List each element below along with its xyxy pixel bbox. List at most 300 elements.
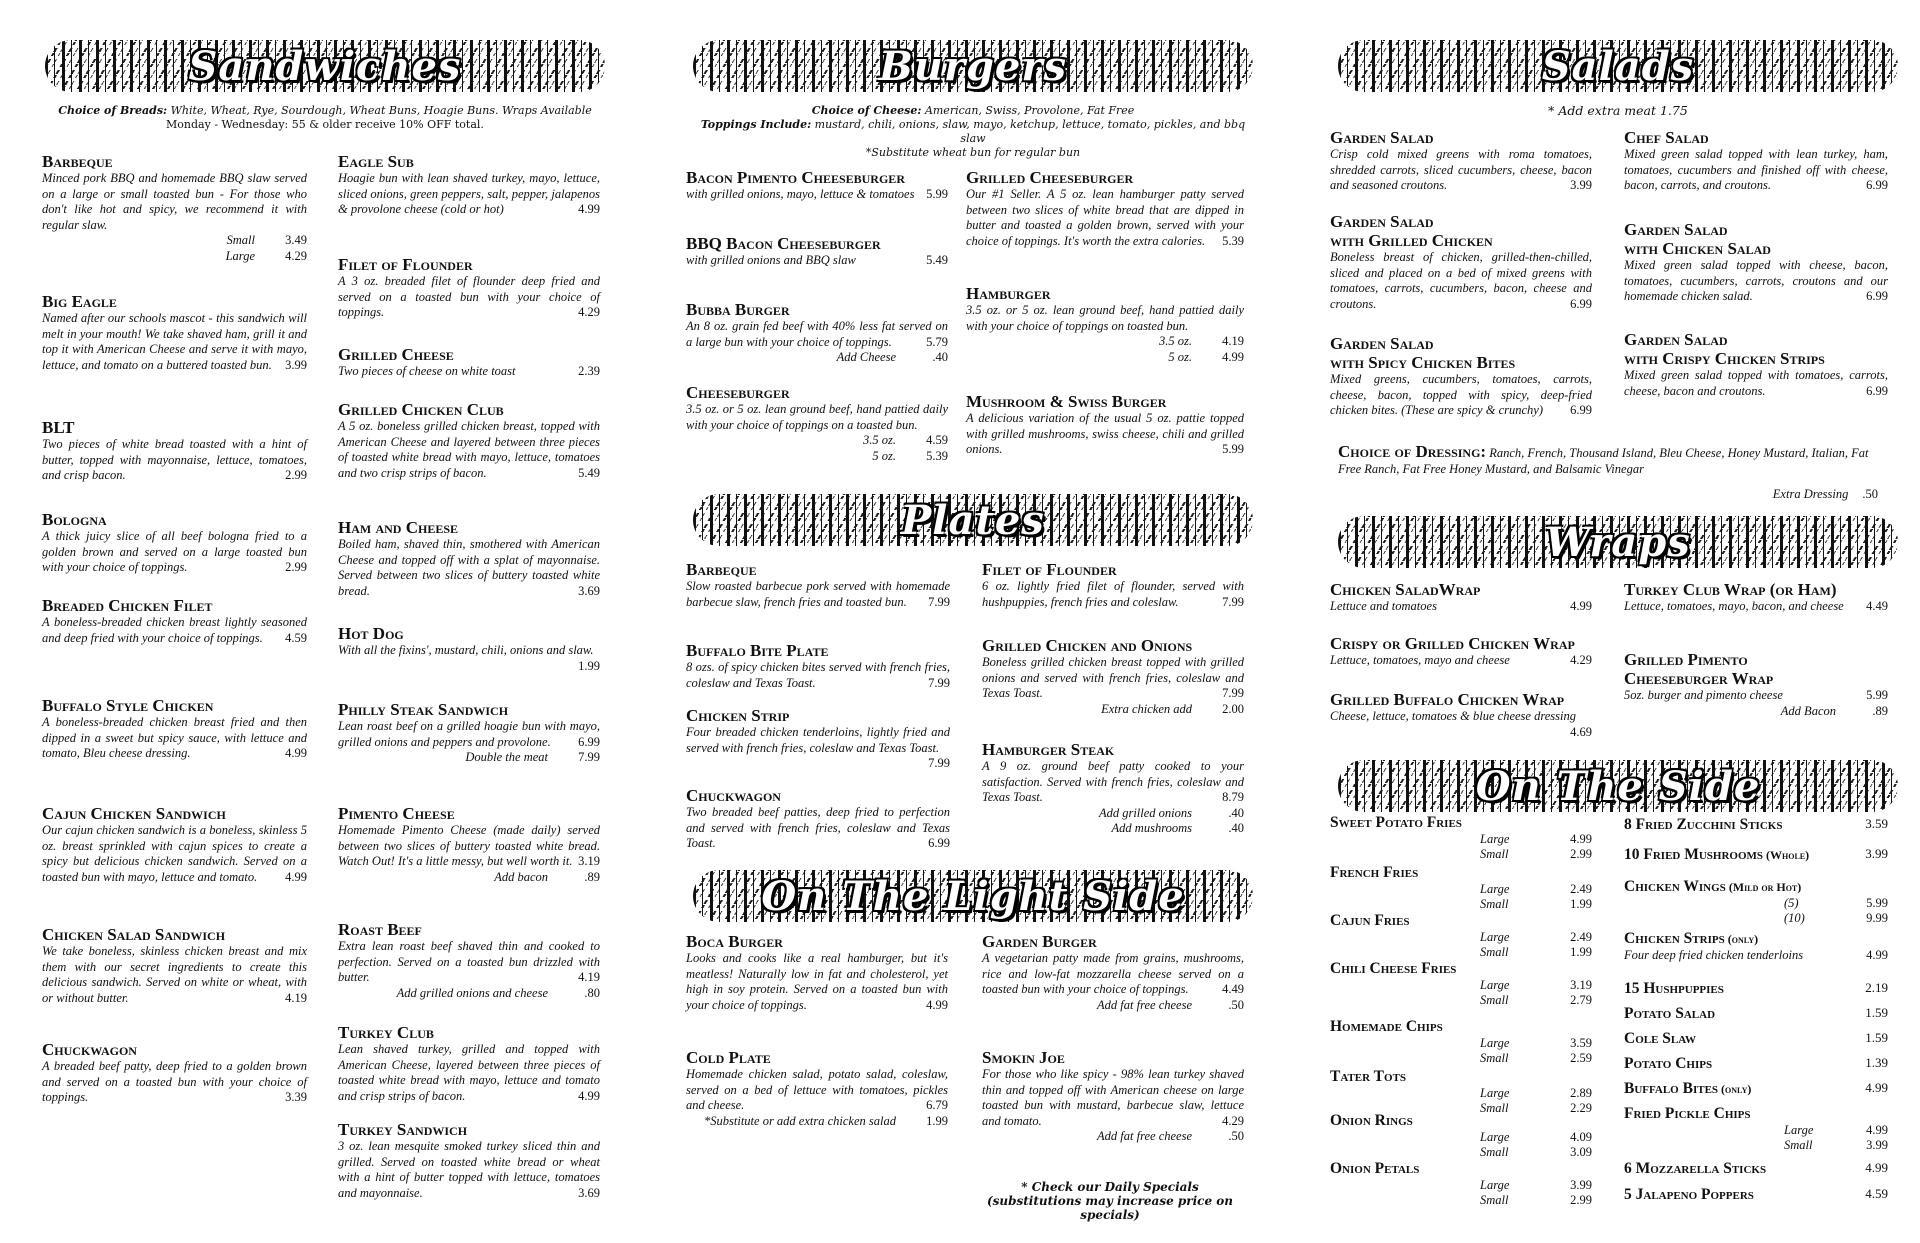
item-description: Two pieces of cheese on white toast 2.39: [338, 364, 600, 378]
option-price: 4.99: [1222, 349, 1244, 364]
item-price: 8.79: [1222, 790, 1244, 804]
side-item-header: [1624, 1105, 1888, 1123]
price-option: [982, 821, 1244, 837]
size-price: 2.99: [1570, 1193, 1592, 1207]
size-label: (5): [1784, 896, 1799, 910]
option-price: 4.19: [1222, 334, 1244, 348]
menu-item: [1624, 128, 1888, 194]
daily-specials-line2: (substitutions may increase price on specials): [986, 1194, 1234, 1222]
item-price: 6.99: [1570, 403, 1592, 417]
size-label: Small: [1480, 1145, 1509, 1159]
size-option: [1330, 1130, 1592, 1145]
item-price: 5.49: [926, 253, 948, 267]
menu-item: [686, 932, 948, 1013]
menu-item: [1330, 212, 1592, 312]
menu-item: [686, 1048, 948, 1129]
side-item-name: Sweet Potato Fries: [1330, 814, 1462, 831]
menu-item: [338, 518, 600, 599]
price-option: [1624, 704, 1888, 720]
item-price: 3.69: [578, 1185, 600, 1200]
item-price: 3.99: [285, 357, 307, 372]
menu-item: [982, 560, 1244, 610]
size-price: 2.89: [1570, 1086, 1592, 1100]
option-price: 4.59: [926, 433, 948, 447]
sandwiches-notes: [45, 104, 605, 132]
item-price: 6.99: [1866, 178, 1888, 192]
menu-item: [338, 255, 600, 321]
menu-item: [1330, 580, 1592, 615]
option-price: .89: [584, 869, 600, 884]
side-item-name: Buffalo Bites (only): [1624, 1080, 1752, 1097]
item-name: BLT: [42, 418, 75, 437]
item-price: 6.99: [1570, 296, 1592, 311]
burgers-notes: [693, 104, 1253, 160]
option-label: *Substitute or add extra chicken salad: [704, 1113, 896, 1128]
side-item-description: Four deep fried chicken tenderloins: [1624, 948, 1804, 962]
size-label: Large: [1480, 1178, 1510, 1192]
item-description: A thick juicy slice of all beef bologna fried to a golden brown and served on a large toasted bun with your choice of toppings. 2.99: [42, 529, 307, 574]
price-option: [686, 449, 948, 465]
item-description: Boneless grilled chicken breast topped with grilled onions and served with french fries, coleslaw and Texas Toast. 7.99: [982, 655, 1244, 700]
size-label: Large: [1480, 930, 1510, 944]
size-option: [1330, 993, 1592, 1008]
menu-item: [42, 804, 307, 885]
light-side-banner: [693, 870, 1253, 922]
item-price: 3.39: [285, 1090, 307, 1104]
menu-item: [338, 624, 600, 674]
side-item-desc-row: [1624, 948, 1888, 963]
on-the-side-banner: [1338, 760, 1898, 812]
size-label: Small: [1480, 847, 1509, 861]
menu-item: [1624, 220, 1888, 305]
size-label: Large: [1480, 832, 1510, 846]
item-price: 7.99: [1222, 594, 1244, 609]
side-item-header: [1624, 1005, 1888, 1023]
item-description: We take boneless, skinless chicken breast and mix them with our secret ingredients to create this delicious sandwich. Served on white or wheat, with or without butter. 4.19: [42, 944, 307, 1005]
size-option: [1624, 911, 1888, 926]
item-name: Grilled Pimento: [1624, 650, 1748, 669]
item-price: 7.99: [928, 756, 950, 770]
burgers-banner: [693, 40, 1253, 92]
item-name: Boca Burger: [686, 932, 783, 951]
item-name: Garden Salad: [1330, 212, 1434, 231]
side-item-name: 15 Hushpuppies: [1624, 980, 1724, 997]
side-item-name: Cole Slaw: [1624, 1030, 1696, 1047]
size-price: 5.99: [1866, 896, 1888, 910]
item-price: 2.99: [285, 560, 307, 574]
item-description: An 8 oz. grain fed beef with 40% less fat served on a large bun with your choice of toppings. 5.79: [686, 319, 948, 349]
item-name: Garden Salad: [1624, 330, 1728, 349]
side-item-name: Onion Rings: [1330, 1112, 1413, 1129]
size-price: 3.99: [1570, 1178, 1592, 1192]
side-item-suffix: (Whole): [1763, 848, 1810, 862]
item-price: 4.99: [578, 1088, 600, 1103]
menu-item: [982, 932, 1244, 1013]
size-option: [1330, 1145, 1592, 1160]
menu-item: [338, 1120, 600, 1201]
option-label: 3.5 oz.: [863, 433, 896, 447]
option-price: .40: [1228, 821, 1244, 835]
item-name: Crispy or Grilled Chicken Wrap: [1330, 634, 1575, 653]
price-option: [42, 249, 307, 265]
menu-item: [1330, 334, 1592, 419]
option-label: 5 oz.: [872, 448, 896, 463]
side-item: [1330, 912, 1592, 960]
item-description: Crisp cold mixed greens with roma tomatoes, shredded carrots, sliced cucumbers, cheese, bacon and seasoned croutons. 3.99: [1330, 147, 1592, 192]
item-description: Homemade Pimento Cheese (made daily) served between two slices of buttery toasted white bread. Watch Out! It's a little messy, but well worth it. 3.19: [338, 823, 600, 868]
size-label: (10): [1784, 911, 1805, 925]
item-description: Homemade chicken salad, potato salad, coleslaw, served on a bed of lettuce with tomatoes, pickles and cheese. 6.79: [686, 1067, 948, 1112]
item-price: 4.29: [578, 305, 600, 319]
item-description: 6 oz. lightly fried filet of flounder, served with hushpuppies, french fries and coleslaw. 7.99: [982, 579, 1244, 609]
side-item: [1624, 846, 1888, 864]
side-item-price: 4.99: [1866, 948, 1888, 962]
item-name: Garden Burger: [982, 932, 1097, 951]
option-price: 7.99: [578, 750, 600, 764]
item-description: Named after our schools mascot - this sandwich will melt in your mouth! We take shaved ham, grill it and top it with American Cheese and serve it with mayo, lettuce, and tomato on a buttered toasted bun. 3.99: [42, 311, 307, 372]
side-item-price: 4.59: [1865, 1186, 1888, 1201]
side-item-header: [1624, 1186, 1888, 1204]
side-item: [1624, 1186, 1888, 1204]
item-name: Philly Steak Sandwich: [338, 700, 509, 719]
wraps-title: Wraps: [1545, 518, 1691, 566]
size-label: Small: [1480, 1193, 1509, 1207]
option-label: Add grilled onions and cheese: [396, 985, 548, 1000]
menu-item: [686, 786, 950, 852]
menu-item: [42, 292, 307, 373]
side-item-price: 2.19: [1865, 980, 1888, 995]
price-option: [982, 998, 1244, 1014]
item-price: 4.19: [578, 970, 600, 984]
side-item-name: 6 Mozzarella Sticks: [1624, 1160, 1767, 1177]
item-name: Cold Plate: [686, 1048, 771, 1067]
item-description: Mixed green salad topped with lean turkey, ham, tomatoes, cucumbers and finished off with cheese, bacon, carrots, and croutons. 6.99: [1624, 147, 1888, 192]
item-name: Big Eagle: [42, 292, 117, 311]
item-name: Hamburger Steak: [982, 740, 1115, 759]
size-price: 4.99: [1866, 1123, 1888, 1137]
item-price: 4.19: [285, 990, 307, 1005]
size-price: 2.99: [1570, 847, 1592, 861]
item-description: Lean shaved turkey, grilled and topped with American Cheese, layered between three pieces of toasted white bread with mayo, lettuce and tomato and crisp strips of bacon. 4.99: [338, 1042, 600, 1103]
side-item-header: [1624, 1030, 1888, 1048]
item-name: Grilled Chicken Club: [338, 400, 504, 419]
menu-item: [338, 1023, 600, 1104]
side-item-name: Chicken Wings (Mild or Hot): [1624, 878, 1802, 895]
item-description: 5oz. burger and pimento cheese 5.99: [1624, 688, 1888, 702]
item-price: 7.99: [928, 594, 950, 609]
size-price: 9.99: [1866, 911, 1888, 925]
option-price: 2.00: [1222, 701, 1244, 716]
item-name-line2: Cheeseburger Wrap: [1624, 669, 1774, 688]
item-price: 4.99: [1570, 599, 1592, 613]
item-price: 6.79: [926, 1098, 948, 1112]
side-item-price: 1.59: [1865, 1030, 1888, 1045]
size-option: [1330, 1036, 1592, 1051]
item-description: 8 ozs. of spicy chicken bites served with french fries, coleslaw and Texas Toast. 7.99: [686, 660, 950, 690]
item-description: Mixed green salad topped with cheese, bacon, tomatoes, cucumbers, carrots, croutons and our homemade chicken salad. 6.99: [1624, 258, 1888, 303]
price-option: [686, 433, 948, 449]
plates-title: Plates: [901, 496, 1045, 544]
option-label: 3.5 oz.: [1159, 334, 1192, 348]
menu-item: [1624, 650, 1888, 719]
price-option: [338, 750, 600, 766]
side-item-price: 4.99: [1865, 1080, 1888, 1095]
size-option: [1330, 930, 1592, 945]
item-description: Hoagie bun with lean shaved turkey, mayo, lettuce, sliced onions, green peppers, salt, pepper, jalapenos & provolone cheese (cold or hot) 4.99: [338, 171, 600, 216]
size-option: [1330, 847, 1592, 862]
price-option: [966, 334, 1244, 350]
item-description: A vegetarian patty made from grains, mushrooms, rice and low-fat mozzarella cheese served on a toasted bun with your choice of toppings. 4.49: [982, 951, 1244, 996]
item-price: 6.99: [1866, 289, 1888, 303]
size-option: [1330, 1193, 1592, 1208]
item-name: Garden Salad: [1330, 334, 1434, 353]
option-label: Small: [226, 233, 255, 247]
item-price: 6.99: [928, 836, 950, 850]
item-description: Boneless breast of chicken, grilled-then-chilled, sliced and placed on a bed of mixed greens with tomatoes, carrots, cucumbers, bacon, cheese and croutons. 6.99: [1330, 250, 1592, 311]
size-label: Small: [1480, 945, 1509, 959]
option-label: Add fat free cheese: [1097, 997, 1192, 1012]
item-name: Filet of Flounder: [338, 255, 473, 274]
salads-title: Salads: [1541, 42, 1695, 90]
item-price: 3.69: [578, 583, 600, 598]
side-item-price: 1.59: [1865, 1005, 1888, 1020]
item-name-line2: with Grilled Chicken: [1330, 231, 1493, 250]
item-price: 4.49: [1222, 982, 1244, 996]
on-the-side-title: On The Side: [1475, 762, 1761, 810]
item-name: Bologna: [42, 510, 107, 529]
size-option: [1330, 1178, 1592, 1193]
menu-item: [686, 560, 950, 610]
item-price: 4.99: [578, 202, 600, 216]
price-option: [966, 350, 1244, 366]
option-price: .80: [584, 985, 600, 1000]
item-price: 5.99: [926, 187, 948, 201]
menu-item: [966, 392, 1244, 458]
wheat-bun-note: *Substitute wheat bun for regular bun: [865, 146, 1081, 159]
item-price: 5.49: [578, 465, 600, 480]
size-price: 2.79: [1570, 993, 1592, 1007]
item-description: Two breaded beef patties, deep fried to perfection and served with french fries, coleslaw and Texas Toast. 6.99: [686, 805, 950, 850]
side-item-name: 5 Jalapeno Poppers: [1624, 1186, 1754, 1203]
size-label: Large: [1784, 1123, 1814, 1137]
item-description: A boneless-breaded chicken breast fried and then dipped in a sweet but spicy sauce, with lettuce and tomato, Bleu cheese dressing. 4.99: [42, 715, 307, 760]
size-option: [1624, 1123, 1888, 1138]
side-item-header: [1624, 878, 1888, 896]
item-description: Lettuce, tomatoes, mayo and cheese 4.29: [1330, 653, 1592, 667]
size-price: 3.59: [1570, 1036, 1592, 1050]
item-description: Our cajun chicken sandwich is a boneless, skinless 5 oz. breast sprinkled with cajun spices to create a spicy but delicious chicken sandwich. Served on a toasted bun with mayo, lettuce and tomato. 4.99: [42, 823, 307, 884]
size-label: Small: [1480, 1051, 1509, 1065]
item-description: Minced pork BBQ and homemade BBQ slaw served on a large or small toasted bun - For those who don't like hot and spicy, we recommend it with regular slaw.: [42, 171, 307, 232]
size-price: 2.59: [1570, 1051, 1592, 1065]
item-price: 4.99: [926, 997, 948, 1012]
menu-item: [982, 740, 1244, 837]
item-price: 3.99: [1570, 178, 1592, 192]
item-description: Two pieces of white bread toasted with a hint of butter, topped with mayonnaise, lettuce, tomatoes, and crisp bacon. 2.99: [42, 437, 307, 482]
side-item-header: [1624, 816, 1888, 834]
item-name: Ham and Cheese: [338, 518, 459, 537]
side-item: [1330, 1018, 1592, 1066]
item-name: Garden Salad: [1624, 220, 1728, 239]
item-name: BBQ Bacon Cheeseburger: [686, 234, 881, 253]
side-item: [1330, 1160, 1592, 1208]
item-price: 3.19: [578, 854, 600, 868]
size-label: Large: [1480, 882, 1510, 896]
item-name: Turkey Club: [338, 1023, 434, 1042]
menu-item: [686, 300, 948, 366]
option-label: Double the meat: [465, 750, 548, 764]
size-label: Large: [1480, 978, 1510, 992]
item-price: 6.99: [578, 734, 600, 749]
item-description: A breaded beef patty, deep fried to a golden brown and served on a toasted bun with your choice of toppings. 3.39: [42, 1059, 307, 1104]
burgers-title: Burgers: [879, 42, 1067, 90]
menu-item: [686, 234, 948, 269]
menu-item: [1624, 330, 1888, 399]
item-description: Cheese, lettuce, tomatoes & blue cheese dressing 4.69: [1330, 709, 1592, 739]
side-item-name: 8 Fried Zucchini Sticks: [1624, 816, 1783, 833]
side-item-header: [1624, 1055, 1888, 1073]
size-price: 1.99: [1570, 945, 1592, 959]
item-description: Lettuce, tomatoes, mayo, bacon, and cheese 4.49: [1624, 599, 1888, 613]
item-price: 5.79: [926, 334, 948, 349]
menu-item: [982, 1048, 1244, 1145]
light-side-title: On The Light Side: [761, 872, 1185, 920]
size-label: Large: [1480, 1130, 1510, 1144]
item-name: Garden Salad: [1330, 128, 1434, 147]
size-label: Large: [1480, 1086, 1510, 1100]
item-name-line2: with Chicken Salad: [1624, 239, 1771, 258]
item-name: Bubba Burger: [686, 300, 790, 319]
item-description: A 9 oz. ground beef patty cooked to your satisfaction. Served with french fries, coleslaw and Texas Toast. 8.79: [982, 759, 1244, 804]
option-price: 3.49: [285, 233, 307, 247]
menu-item: [686, 706, 950, 772]
item-description: Four breaded chicken tenderloins, lightly fried and served with french fries, coleslaw and Texas Toast. 7.99: [686, 725, 950, 770]
item-description: A 3 oz. breaded filet of flounder deep fried and served on a toasted bun with your choice of toppings. 4.29: [338, 274, 600, 319]
size-option: [1624, 1138, 1888, 1153]
side-item: [1624, 1080, 1888, 1098]
item-name: Chicken Strip: [686, 706, 790, 725]
price-option: [42, 233, 307, 249]
side-item-price: 4.99: [1865, 1160, 1888, 1175]
side-item-name: Fried Pickle Chips: [1624, 1105, 1751, 1122]
side-item: [1624, 816, 1888, 834]
item-price: 4.29: [1570, 653, 1592, 667]
size-option: [1330, 978, 1592, 993]
side-item-name: Potato Chips: [1624, 1055, 1713, 1072]
menu-item: [42, 596, 307, 646]
item-price: 5.99: [1866, 688, 1888, 702]
side-item-suffix: (only): [1718, 1082, 1752, 1096]
menu-item: [686, 641, 950, 691]
side-item: [1624, 878, 1888, 926]
size-price: 2.49: [1570, 930, 1592, 944]
menu-item: [686, 168, 948, 203]
menu-item: [1330, 634, 1592, 669]
cheese-label: Choice of Cheese:: [811, 104, 922, 117]
item-name: Buffalo Style Chicken: [42, 696, 214, 715]
item-price: 4.99: [285, 746, 307, 760]
side-item-name: Potato Salad: [1624, 1005, 1716, 1022]
item-description: Mixed green salad topped with tomatoes, carrots, cheese, bacon and croutons. 6.99: [1624, 368, 1888, 398]
toppings-label: Toppings Include:: [700, 118, 812, 131]
item-description: Boiled ham, shaved thin, smothered with American Cheese and topped off with a splat of mayonnaise. Served between two slices of buttery toasted white bread. 3.69: [338, 537, 600, 598]
item-price: 4.59: [285, 630, 307, 645]
size-price: 2.49: [1570, 882, 1592, 896]
item-name: Mushroom & Swiss Burger: [966, 392, 1167, 411]
menu-item: [42, 152, 307, 264]
menu-item: [338, 400, 600, 481]
item-name: Chicken SaladWrap: [1330, 580, 1481, 599]
item-name: Grilled Cheese: [338, 345, 454, 364]
item-name: Grilled Chicken and Onions: [982, 636, 1193, 655]
item-description: For those who like spicy - 98% lean turkey shaved thin and topped off with American cheese on large toasted bun with mustard, barbecue slaw, lettuce and tomato. 4.29: [982, 1067, 1244, 1128]
option-label: Add grilled onions: [1098, 805, 1192, 820]
item-description: 3.5 oz. or 5 oz. lean ground beef, hand pattied daily with your choice of toppings on a toasted bun.: [686, 402, 948, 432]
item-name: Chuckwagon: [42, 1040, 137, 1059]
side-item: [1624, 980, 1888, 998]
dressing-list: Ranch, French, Thousand Island, Bleu Cheese, Honey Mustard, Italian, Fat Free Ranch, Fat Free Honey Mustard, and Balsamic Vinegar: [1338, 446, 1869, 476]
item-description: 3 oz. lean mesquite smoked turkey sliced thin and grilled. Served on toasted white bread or wheat with a hint of butter topped with lettuce, tomatoes and mayonnaise. 3.69: [338, 1139, 600, 1200]
size-option: [1330, 1051, 1592, 1066]
side-item-name: Cajun Fries: [1330, 912, 1410, 929]
item-description: Mixed greens, cucumbers, tomatoes, carrots, cheese, bacon, topped with spicy, deep-fried chicken bites. (These are spicy & crunchy) 6.99: [1330, 372, 1592, 417]
item-description: 3.5 oz. or 5 oz. lean ground beef, hand pattied daily with your choice of toppings on toasted bun.: [966, 303, 1244, 333]
option-label: Add fat free cheese: [1097, 1129, 1192, 1143]
item-name: Cajun Chicken Sandwich: [42, 804, 226, 823]
size-label: Small: [1480, 897, 1509, 911]
size-label: Small: [1784, 1138, 1813, 1152]
option-price: 1.99: [926, 1113, 948, 1128]
price-option: [982, 702, 1244, 718]
side-item: [1330, 1112, 1592, 1160]
item-price: 2.39: [578, 364, 600, 378]
sandwiches-title: Sandwiches: [188, 42, 462, 90]
extra-dressing-price: .50: [1862, 487, 1878, 501]
item-description: A delicious variation of the usual 5 oz. pattie topped with grilled mushrooms, swiss cheese, chili and grilled onions. 5.99: [966, 411, 1244, 456]
item-price: 1.99: [578, 658, 600, 673]
option-label: 5 oz.: [1168, 349, 1192, 364]
item-price: 4.69: [1570, 724, 1592, 739]
item-name: Chicken Salad Sandwich: [42, 925, 226, 944]
menu-item: [338, 804, 600, 885]
size-price: 3.99: [1866, 1138, 1888, 1152]
side-item-name: Chicken Strips (only): [1624, 930, 1759, 947]
item-name: Pimento Cheese: [338, 804, 455, 823]
side-item-price: 3.59: [1865, 816, 1888, 831]
item-name: Bacon Pimento Cheeseburger: [686, 168, 905, 187]
bread-label: Choice of Breads:: [58, 104, 168, 117]
option-price: 5.39: [926, 448, 948, 463]
menu-item: [966, 284, 1244, 365]
item-name: Turkey Sandwich: [338, 1120, 468, 1139]
side-item-header: [1624, 1160, 1888, 1178]
item-name: Smokin Joe: [982, 1048, 1065, 1067]
size-price: 1.99: [1570, 897, 1592, 911]
option-label: Add Bacon: [1780, 703, 1836, 718]
size-option: [1330, 897, 1592, 912]
side-item: [1624, 1005, 1888, 1023]
item-price: 7.99: [928, 675, 950, 690]
item-name: Barbeque: [686, 560, 757, 579]
item-description: With all the fixins', mustard, chili, onions and slaw. 1.99: [338, 643, 600, 673]
menu-item: [338, 152, 600, 218]
price-option: [686, 350, 948, 366]
side-item: [1624, 1105, 1888, 1153]
side-item-name: Tater Tots: [1330, 1068, 1407, 1085]
menu-item: [1330, 128, 1592, 194]
item-name-line2: with Crispy Chicken Strips: [1624, 349, 1825, 368]
option-label: Extra chicken add: [1101, 701, 1192, 716]
